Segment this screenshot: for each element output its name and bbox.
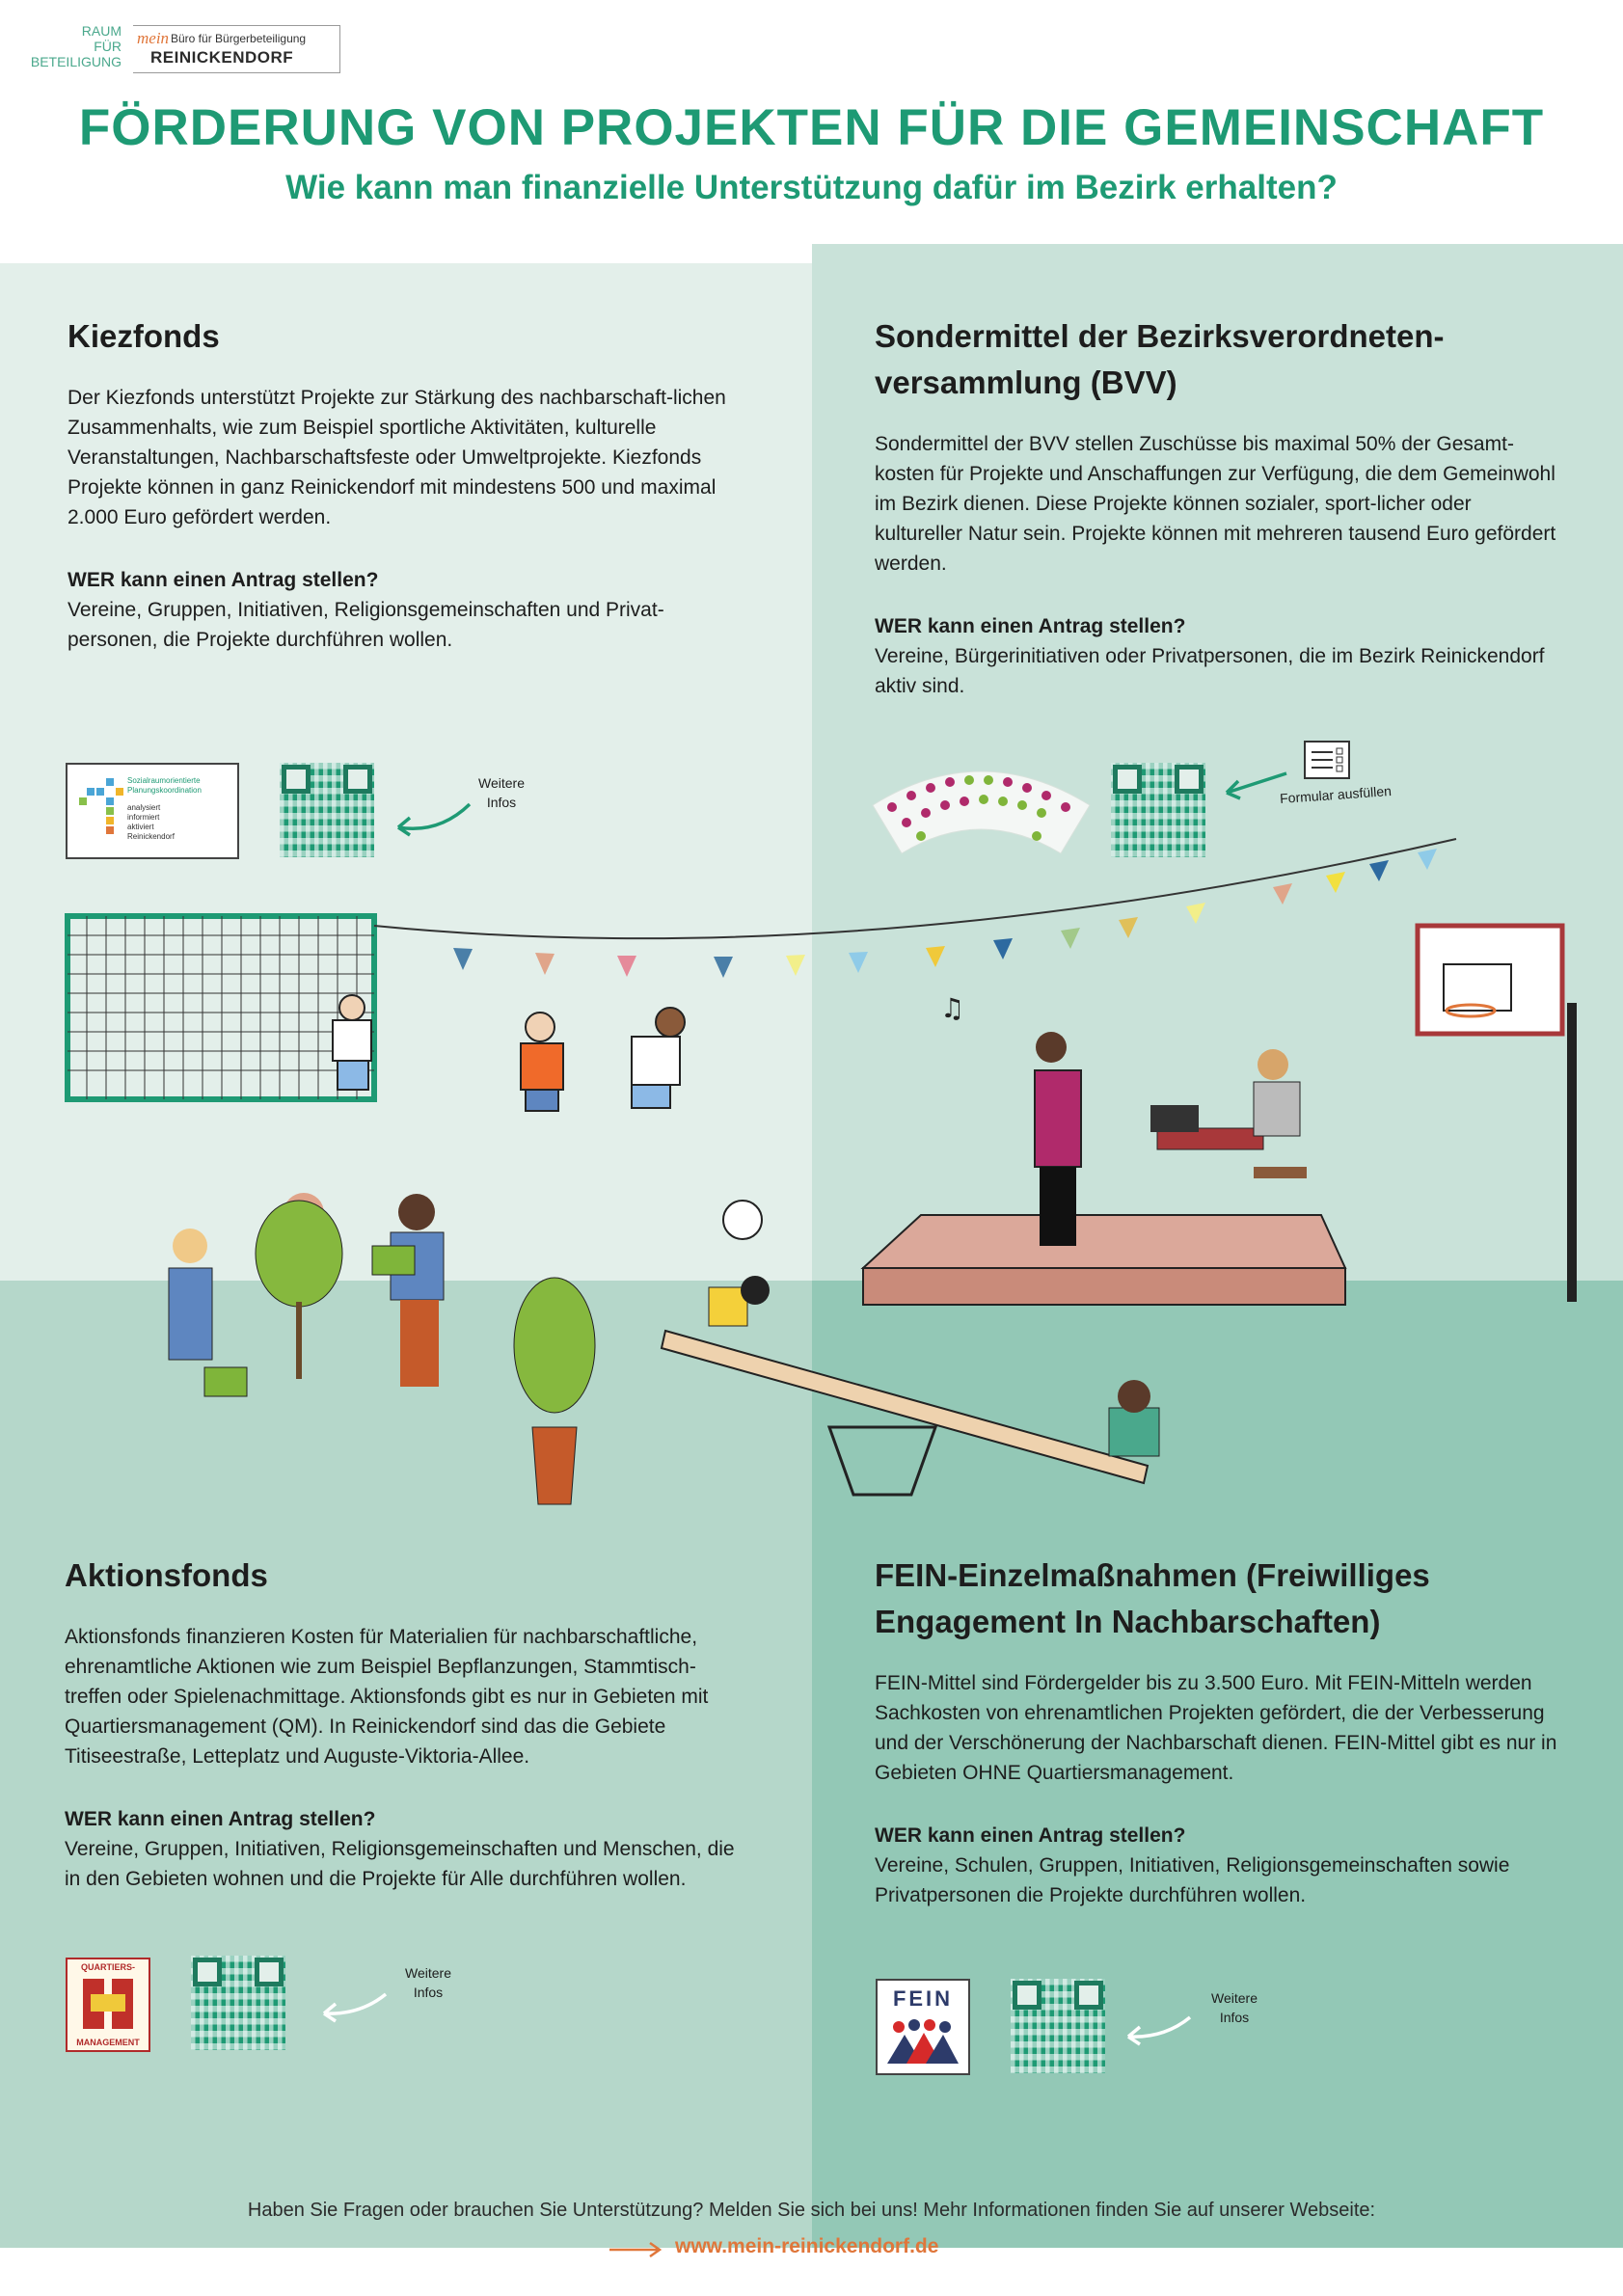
spk-line5: aktiviert <box>127 823 154 831</box>
footer-website-link[interactable]: www.mein-reinickendorf.de <box>675 2235 939 2257</box>
page-subtitle: Wie kann man finanzielle Unterstützung dafür im Bezirk erhalten? <box>285 169 1338 206</box>
fein-who-heading: WER kann einen Antrag stellen? <box>875 1824 1186 1847</box>
fein-qr-code[interactable] <box>1011 1979 1105 2073</box>
footer-arrow-icon <box>608 2239 665 2260</box>
logo-raum-text: RAUM FÜR BETEILIGUNG <box>30 23 122 69</box>
soccer-goal-icon <box>68 916 374 1099</box>
spk-line4: informiert <box>127 813 160 822</box>
kiezfonds-heading: Kiezfonds <box>68 318 220 354</box>
qm-logo-bottom: MANAGEMENT <box>76 2038 140 2047</box>
spk-line6: Reinickendorf <box>127 832 175 841</box>
qm-logo-icon <box>81 1977 135 2031</box>
bunting-flags-icon <box>453 849 1437 978</box>
form-icon <box>1302 739 1352 781</box>
community-illustration <box>0 829 1623 1524</box>
aktionsfonds-text: Aktionsfonds finanzieren Kosten für Materialien für nachbarschaftliche, ehrenamtliche Aktionen wie zum Beispiel Bepflanzungen, Stammtisch-treffen oder Spielenachmittage. Aktionsfonds gibt es nur in Gebieten mit Quartiersmanagement (QM). In Reinickendorf sind das die Gebiete Titiseestraße, Letteplatz und Auguste-Viktoria-Allee. <box>65 1626 709 1768</box>
kiezfonds-hint: Weitere Infos <box>478 775 525 810</box>
kiezfonds-text: Der Kiezfonds unterstützt Projekte zur Stärkung des nachbarschaft-lichen Zusammenhalts, wie zum Beispiel sportliche Aktivitäten, kulturelle Veranstaltungen, Nachbarschaftsfeste oder Umweltprojekte. Kiezfonds Projekte können in ganz Reinickendorf mit mindestens 500 und maximal 2.000 Euro gefördert werden. <box>68 387 726 528</box>
seesaw-icon <box>662 1276 1159 1495</box>
basketball-hoop-icon <box>1418 926 1577 1302</box>
fein-logo-text: FEIN <box>892 1986 954 2011</box>
aktionsfonds-who-heading: WER kann einen Antrag stellen? <box>65 1808 376 1830</box>
logo-district: REINICKENDORF <box>150 48 294 67</box>
header-logo[interactable] <box>27 23 316 73</box>
aktionsfonds-hint: Weitere Infos <box>405 1965 451 2000</box>
quartiersmanagement-logo <box>66 1958 150 2052</box>
logo-mein: mein <box>137 29 170 47</box>
spk-line2: Planungskoordination <box>127 786 202 795</box>
spk-line3: analysiert <box>127 803 161 812</box>
fein-hint: Weitere Infos <box>1211 1990 1258 2025</box>
aktionsfonds-heading: Aktionsfonds <box>65 1557 268 1593</box>
soccer-players-icon <box>333 995 762 1239</box>
stage-icon <box>863 1032 1345 1305</box>
aktionsfonds-arrow-icon <box>316 1986 393 2025</box>
aktionsfonds-who-text: Vereine, Gruppen, Initiativen, Religionsgemeinschaften und Menschen, die in den Gebieten wohnen und die Projekte für Alle durchführen wollen. <box>65 1838 735 1890</box>
bvv-who-heading: WER kann einen Antrag stellen? <box>875 615 1186 637</box>
bvv-hint: Formular ausfüllen <box>1279 782 1393 807</box>
fein-text: FEIN-Mittel sind Fördergelder bis zu 3.500 Euro. Mit FEIN-Mitteln werden Sachkosten von ehrenamtlichen Projekten gefördert, die der Verbesserung und der Verschönerung der Nachbarschaft dienen. FEIN-Mittel gibt es nur in Gebieten OHNE Quartiersmanagement. <box>875 1672 1557 1784</box>
page-title: FÖRDERUNG VON PROJEKTEN FÜR DIE GEMEINSCHAFT <box>78 99 1545 156</box>
fein-heading: FEIN-Einzelmaßnahmen (Freiwilliges Engagement In Nachbarschaften) <box>875 1557 1430 1639</box>
qm-logo-top: QUARTIERS- <box>81 1962 135 1972</box>
kiezfonds-who-heading: WER kann einen Antrag stellen? <box>68 569 379 591</box>
kiezfonds-section <box>68 313 743 655</box>
bvv-who-text: Vereine, Bürgerinitiativen oder Privatpersonen, die im Bezirk Reinickendorf aktiv sind. <box>875 645 1545 697</box>
fein-logo <box>876 1979 970 2075</box>
bvv-heading: Sondermittel der Bezirksverordneten-versammlung (BVV) <box>875 318 1445 400</box>
aktionsfonds-section <box>65 1553 749 1894</box>
fein-section <box>875 1553 1559 1910</box>
spk-line1: Sozialraumorientierte <box>127 776 201 785</box>
kiezfonds-who-text: Vereine, Gruppen, Initiativen, Religionsgemeinschaften und Privat-personen, die Projekte durchführen wollen. <box>68 599 664 651</box>
aktionsfonds-qr-code[interactable] <box>191 1956 285 2050</box>
footer-text: Haben Sie Fragen oder brauchen Sie Unterstützung? Melden Sie sich bei uns! Mehr Informationen finden Sie auf unserer Webseite: <box>247 2200 1376 2221</box>
bvv-section <box>875 313 1559 701</box>
fein-arrow-icon <box>1121 2010 1198 2048</box>
music-note-icon: ♫ <box>940 992 965 1024</box>
fein-who-text: Vereine, Schulen, Gruppen, Initiativen, Religionsgemeinschaften sowie Privatpersonen die Projekte durchführen wollen. <box>875 1854 1510 1906</box>
fein-people-icon <box>885 2017 960 2067</box>
logo-buero: Büro für Bürgerbeteiligung <box>171 32 307 45</box>
gardening-people-icon <box>169 1193 595 1504</box>
bvv-text: Sondermittel der BVV stellen Zuschüsse bis maximal 50% der Gesamt-kosten für Projekte und Anschaffungen zur Verfügung, die dem Gemeinwohl im Bezirk dienen. Diese Projekte können sozialer, sport-licher oder kultureller Natur sein. Projekte können mit mehreren tausend Euro gefördert werden. <box>875 433 1556 575</box>
